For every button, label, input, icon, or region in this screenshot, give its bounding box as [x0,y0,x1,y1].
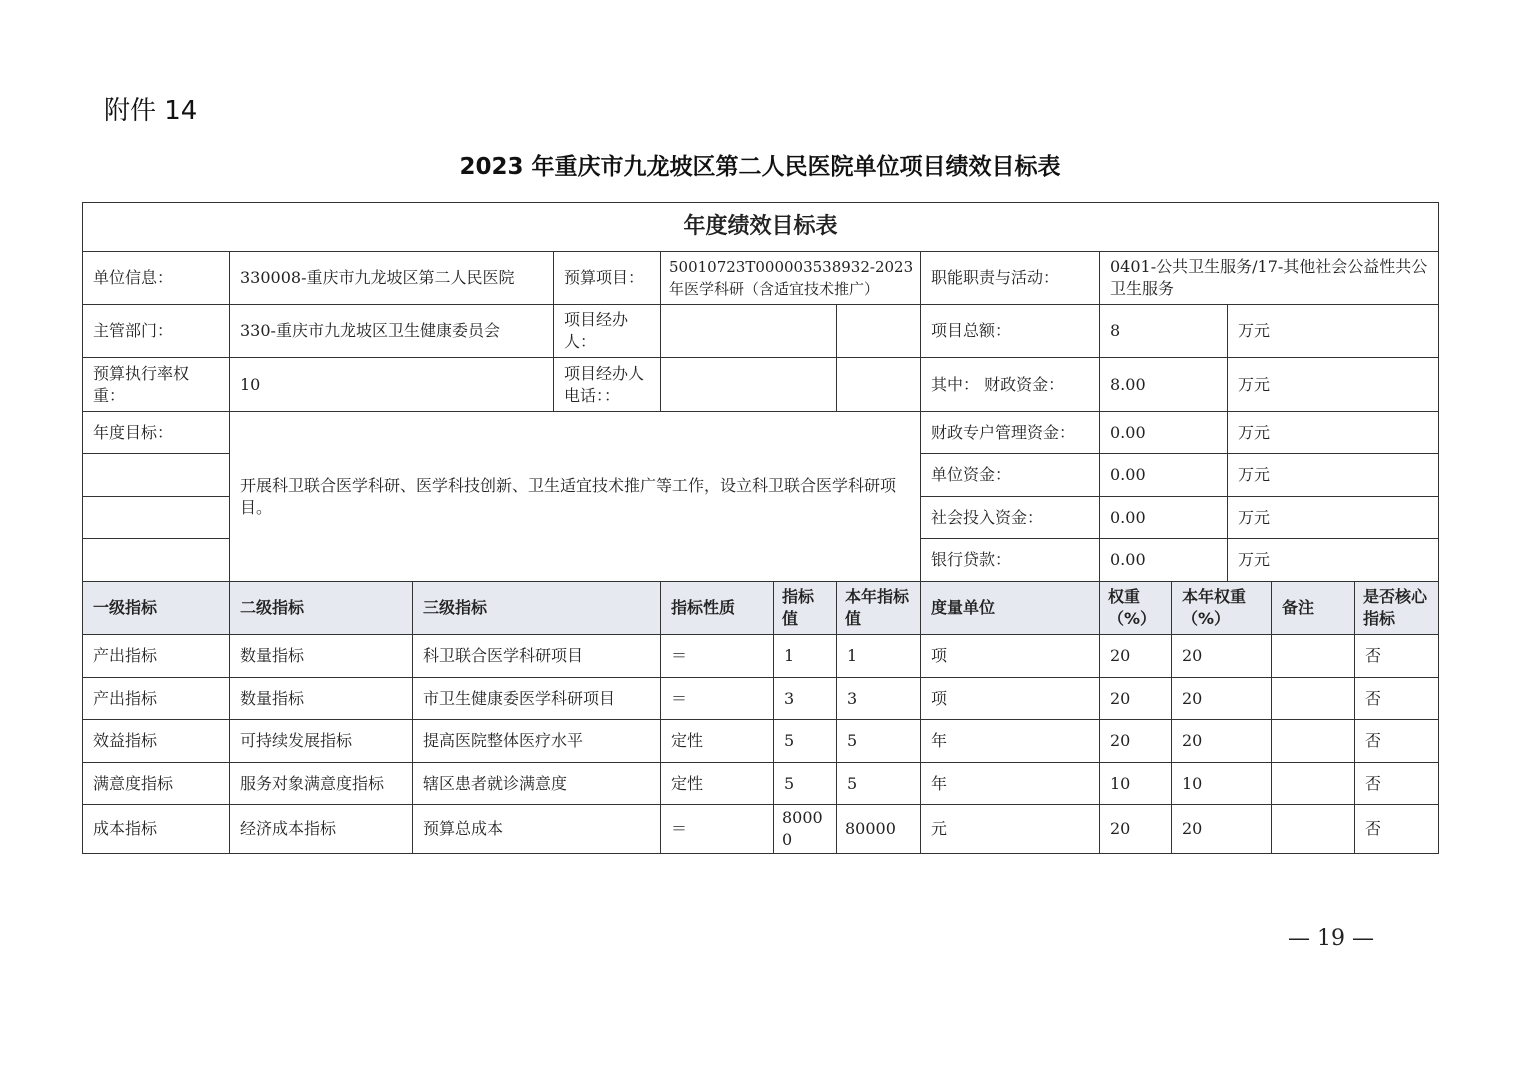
page-number: — 19 — [1288,926,1374,951]
table-row [83,805,1439,854]
duty-label: 职能职责与活动： [921,252,1100,305]
total-label: 项目总额： [921,305,1100,358]
table-row [83,635,1439,678]
blank-cell [83,539,230,582]
annual-value-cell: 5 [837,763,921,805]
special-fund-label: 财政专户管理资金： [921,412,1100,454]
col-header-level1: 一级指标 [83,582,230,635]
unit-cell: 项 [921,635,1100,678]
weight-cell: 20 [1100,678,1172,720]
annual-value-cell: 80000 [837,805,921,854]
weight-cell: 10 [1100,763,1172,805]
blank-cell [83,454,230,497]
own-fund-unit: 万元 [1228,454,1439,497]
level3-cell: 预算总成本 [413,805,661,854]
level3-cell: 科卫联合医学科研项目 [413,635,661,678]
table-row [83,720,1439,763]
col-header-level3: 三级指标 [413,582,661,635]
manager-extra [837,305,921,358]
annual-value-cell: 5 [837,720,921,763]
own-fund-label: 单位资金： [921,454,1100,497]
performance-target-table [82,202,1439,854]
level2-cell: 可持续发展指标 [230,720,413,763]
level1-cell: 效益指标 [83,720,230,763]
unit-cell: 年 [921,720,1100,763]
rate-label: 预算执行率权重： [83,358,230,412]
core-cell: 否 [1355,720,1439,763]
phone-extra [837,358,921,412]
value-cell: 80000 [774,805,837,854]
phone-value [661,358,837,412]
document-title: 2023 年重庆市九龙坡区第二人民医院单位项目绩效目标表 [459,154,1061,180]
level2-cell: 数量指标 [230,678,413,720]
unit-cell: 年 [921,763,1100,805]
value-cell: 3 [774,678,837,720]
core-cell: 否 [1355,635,1439,678]
annual-value-cell: 3 [837,678,921,720]
core-cell: 否 [1355,678,1439,720]
bank-loan-label: 银行贷款： [921,539,1100,582]
level3-cell: 提高医院整体医疗水平 [413,720,661,763]
unit-cell: 元 [921,805,1100,854]
annex-label: 附件 14 [104,96,198,126]
special-fund-value: 0.00 [1100,412,1228,454]
budget-item-label: 预算项目： [554,252,661,305]
table-row [83,763,1439,805]
remark-cell [1272,635,1355,678]
remark-cell [1272,678,1355,720]
fiscal-label: 其中： 财政资金： [921,358,1100,412]
value-cell: 5 [774,720,837,763]
remark-cell [1272,720,1355,763]
level2-cell: 经济成本指标 [230,805,413,854]
phone-label: 项目经办人电话：： [554,358,661,412]
table-row [83,678,1439,720]
dept-value: 330-重庆市九龙坡区卫生健康委员会 [230,305,554,358]
annual-goal-value: 开展科卫联合医学科研、医学科技创新、卫生适宜技术推广等工作，设立科卫联合医学科研项目。 [230,412,921,582]
nature-cell: ＝ [661,805,774,854]
social-fund-label: 社会投入资金： [921,497,1100,539]
level3-cell: 辖区患者就诊满意度 [413,763,661,805]
unit-cell: 项 [921,678,1100,720]
col-header-annual-weight: 本年权重（%） [1172,582,1272,635]
annual-goal-label: 年度目标： [83,412,230,454]
level1-cell: 成本指标 [83,805,230,854]
col-header-level2: 二级指标 [230,582,413,635]
level3-cell: 市卫生健康委医学科研项目 [413,678,661,720]
manager-label: 项目经办人： [554,305,661,358]
col-header-remark: 备注 [1272,582,1355,635]
col-header-nature: 指标性质 [661,582,774,635]
blank-cell [83,497,230,539]
fiscal-unit: 万元 [1228,358,1439,412]
unit-info-label: 单位信息： [83,252,230,305]
level1-cell: 产出指标 [83,678,230,720]
level1-cell: 产出指标 [83,635,230,678]
table-caption: 年度绩效目标表 [83,203,1439,252]
unit-info-value: 330008-重庆市九龙坡区第二人民医院 [230,252,554,305]
budget-item-value: 50010723T000003538932-2023年医学科研（含适宜技术推广） [661,252,921,305]
remark-cell [1272,805,1355,854]
annual-weight-cell: 20 [1172,635,1272,678]
level1-cell: 满意度指标 [83,763,230,805]
dept-label: 主管部门： [83,305,230,358]
remark-cell [1272,763,1355,805]
fiscal-value: 8.00 [1100,358,1228,412]
annual-weight-cell: 20 [1172,805,1272,854]
nature-cell: ＝ [661,678,774,720]
col-header-value: 指标值 [774,582,837,635]
special-fund-unit: 万元 [1228,412,1439,454]
bank-loan-value: 0.00 [1100,539,1228,582]
weight-cell: 20 [1100,635,1172,678]
weight-cell: 20 [1100,720,1172,763]
social-fund-unit: 万元 [1228,497,1439,539]
core-cell: 否 [1355,763,1439,805]
col-header-core: 是否核心指标 [1355,582,1439,635]
weight-cell: 20 [1100,805,1172,854]
nature-cell: 定性 [661,720,774,763]
annual-weight-cell: 20 [1172,678,1272,720]
manager-value [661,305,837,358]
nature-cell: 定性 [661,763,774,805]
value-cell: 5 [774,763,837,805]
total-unit: 万元 [1228,305,1439,358]
annual-weight-cell: 20 [1172,720,1272,763]
level2-cell: 服务对象满意度指标 [230,763,413,805]
duty-value: 0401-公共卫生服务/17-其他社会公益性共公卫生服务 [1100,252,1439,305]
annual-value-cell: 1 [837,635,921,678]
col-header-weight: 权重（%） [1100,582,1172,635]
social-fund-value: 0.00 [1100,497,1228,539]
col-header-annual-value: 本年指标值 [837,582,921,635]
total-value: 8 [1100,305,1228,358]
value-cell: 1 [774,635,837,678]
nature-cell: ＝ [661,635,774,678]
rate-value: 10 [230,358,554,412]
own-fund-value: 0.00 [1100,454,1228,497]
annual-weight-cell: 10 [1172,763,1272,805]
level2-cell: 数量指标 [230,635,413,678]
core-cell: 否 [1355,805,1439,854]
col-header-unit: 度量单位 [921,582,1100,635]
bank-loan-unit: 万元 [1228,539,1439,582]
